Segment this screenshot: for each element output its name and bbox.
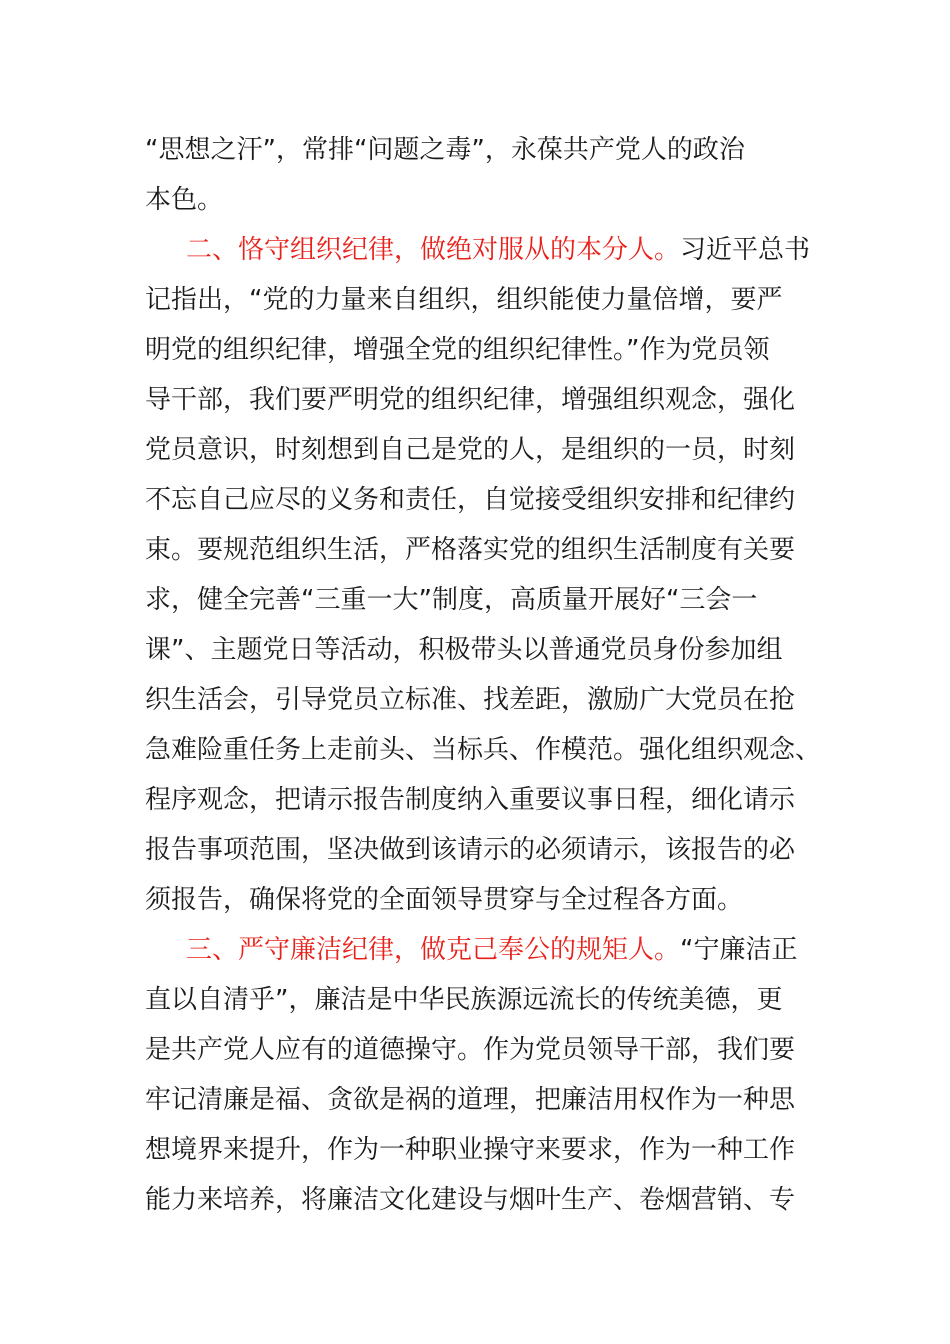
body-line: 牢记清廉是福、贪欲是祸的道理，把廉洁用权作为一种思	[145, 1085, 796, 1115]
section-3-heading: 三、严守廉洁纪律，做克己奉公的规矩人。	[186, 935, 681, 965]
body-line: 直以自清乎”，廉洁是中华民族源远流长的传统美德，更	[145, 985, 783, 1015]
body-line: 不忘自己应尽的义务和责任，自觉接受组织安排和纪律约	[145, 485, 796, 515]
body-line: 须报告，确保将党的全面领导贯穿与全过程各方面。	[145, 885, 744, 915]
body-line: 是共产党人应有的道德操守。作为党员领导干部，我们要	[145, 1035, 796, 1065]
section-3-lead-text: “宁廉洁正	[680, 935, 798, 965]
body-line: 记指出，“党的力量来自组织，组织能使力量倍增，要严	[145, 285, 783, 315]
body-line: 织生活会，引导党员立标准、找差距，激励广大党员在抢	[145, 685, 796, 715]
body-line: 束。要规范组织生活，严格落实党的组织生活制度有关要	[145, 535, 796, 565]
section-3-first-line	[186, 925, 826, 975]
body-line: 想境界来提升，作为一种职业操守来要求，作为一种工作	[145, 1135, 796, 1165]
body-line: 程序观念，把请示报告制度纳入重要议事日程，细化请示	[145, 785, 796, 815]
body-line: 急难险重任务上走前头、当标兵、作模范。强化组织观念、	[145, 735, 822, 765]
body-line: 求，健全完善“三重一大”制度，高质量开展好“三会一	[145, 585, 758, 615]
section-2-heading: 二、恪守组织纪律，做绝对服从的本分人。	[186, 235, 681, 265]
body-line: 本色。	[145, 185, 224, 215]
body-line: “思想之汗”，常排“问题之毒”，永葆共产党人的政治	[145, 135, 745, 165]
body-line: 课”、主题党日等活动，积极带头以普通党员身份参加组	[145, 635, 783, 665]
section-2-first-line	[186, 225, 826, 275]
body-line: 党员意识，时刻想到自己是党的人，是组织的一员，时刻	[145, 435, 796, 465]
section-2-lead-text: 习近平总书	[680, 235, 811, 265]
body-line: 报告事项范围，坚决做到该请示的必须请示，该报告的必	[145, 835, 796, 865]
body-line: 导干部，我们要严明党的组织纪律，增强组织观念，强化	[145, 385, 796, 415]
body-line: 能力来培养，将廉洁文化建设与烟叶生产、卷烟营销、专	[145, 1185, 796, 1215]
body-line: 明党的组织纪律，增强全党的组织纪律性。”作为党员领	[145, 335, 770, 365]
